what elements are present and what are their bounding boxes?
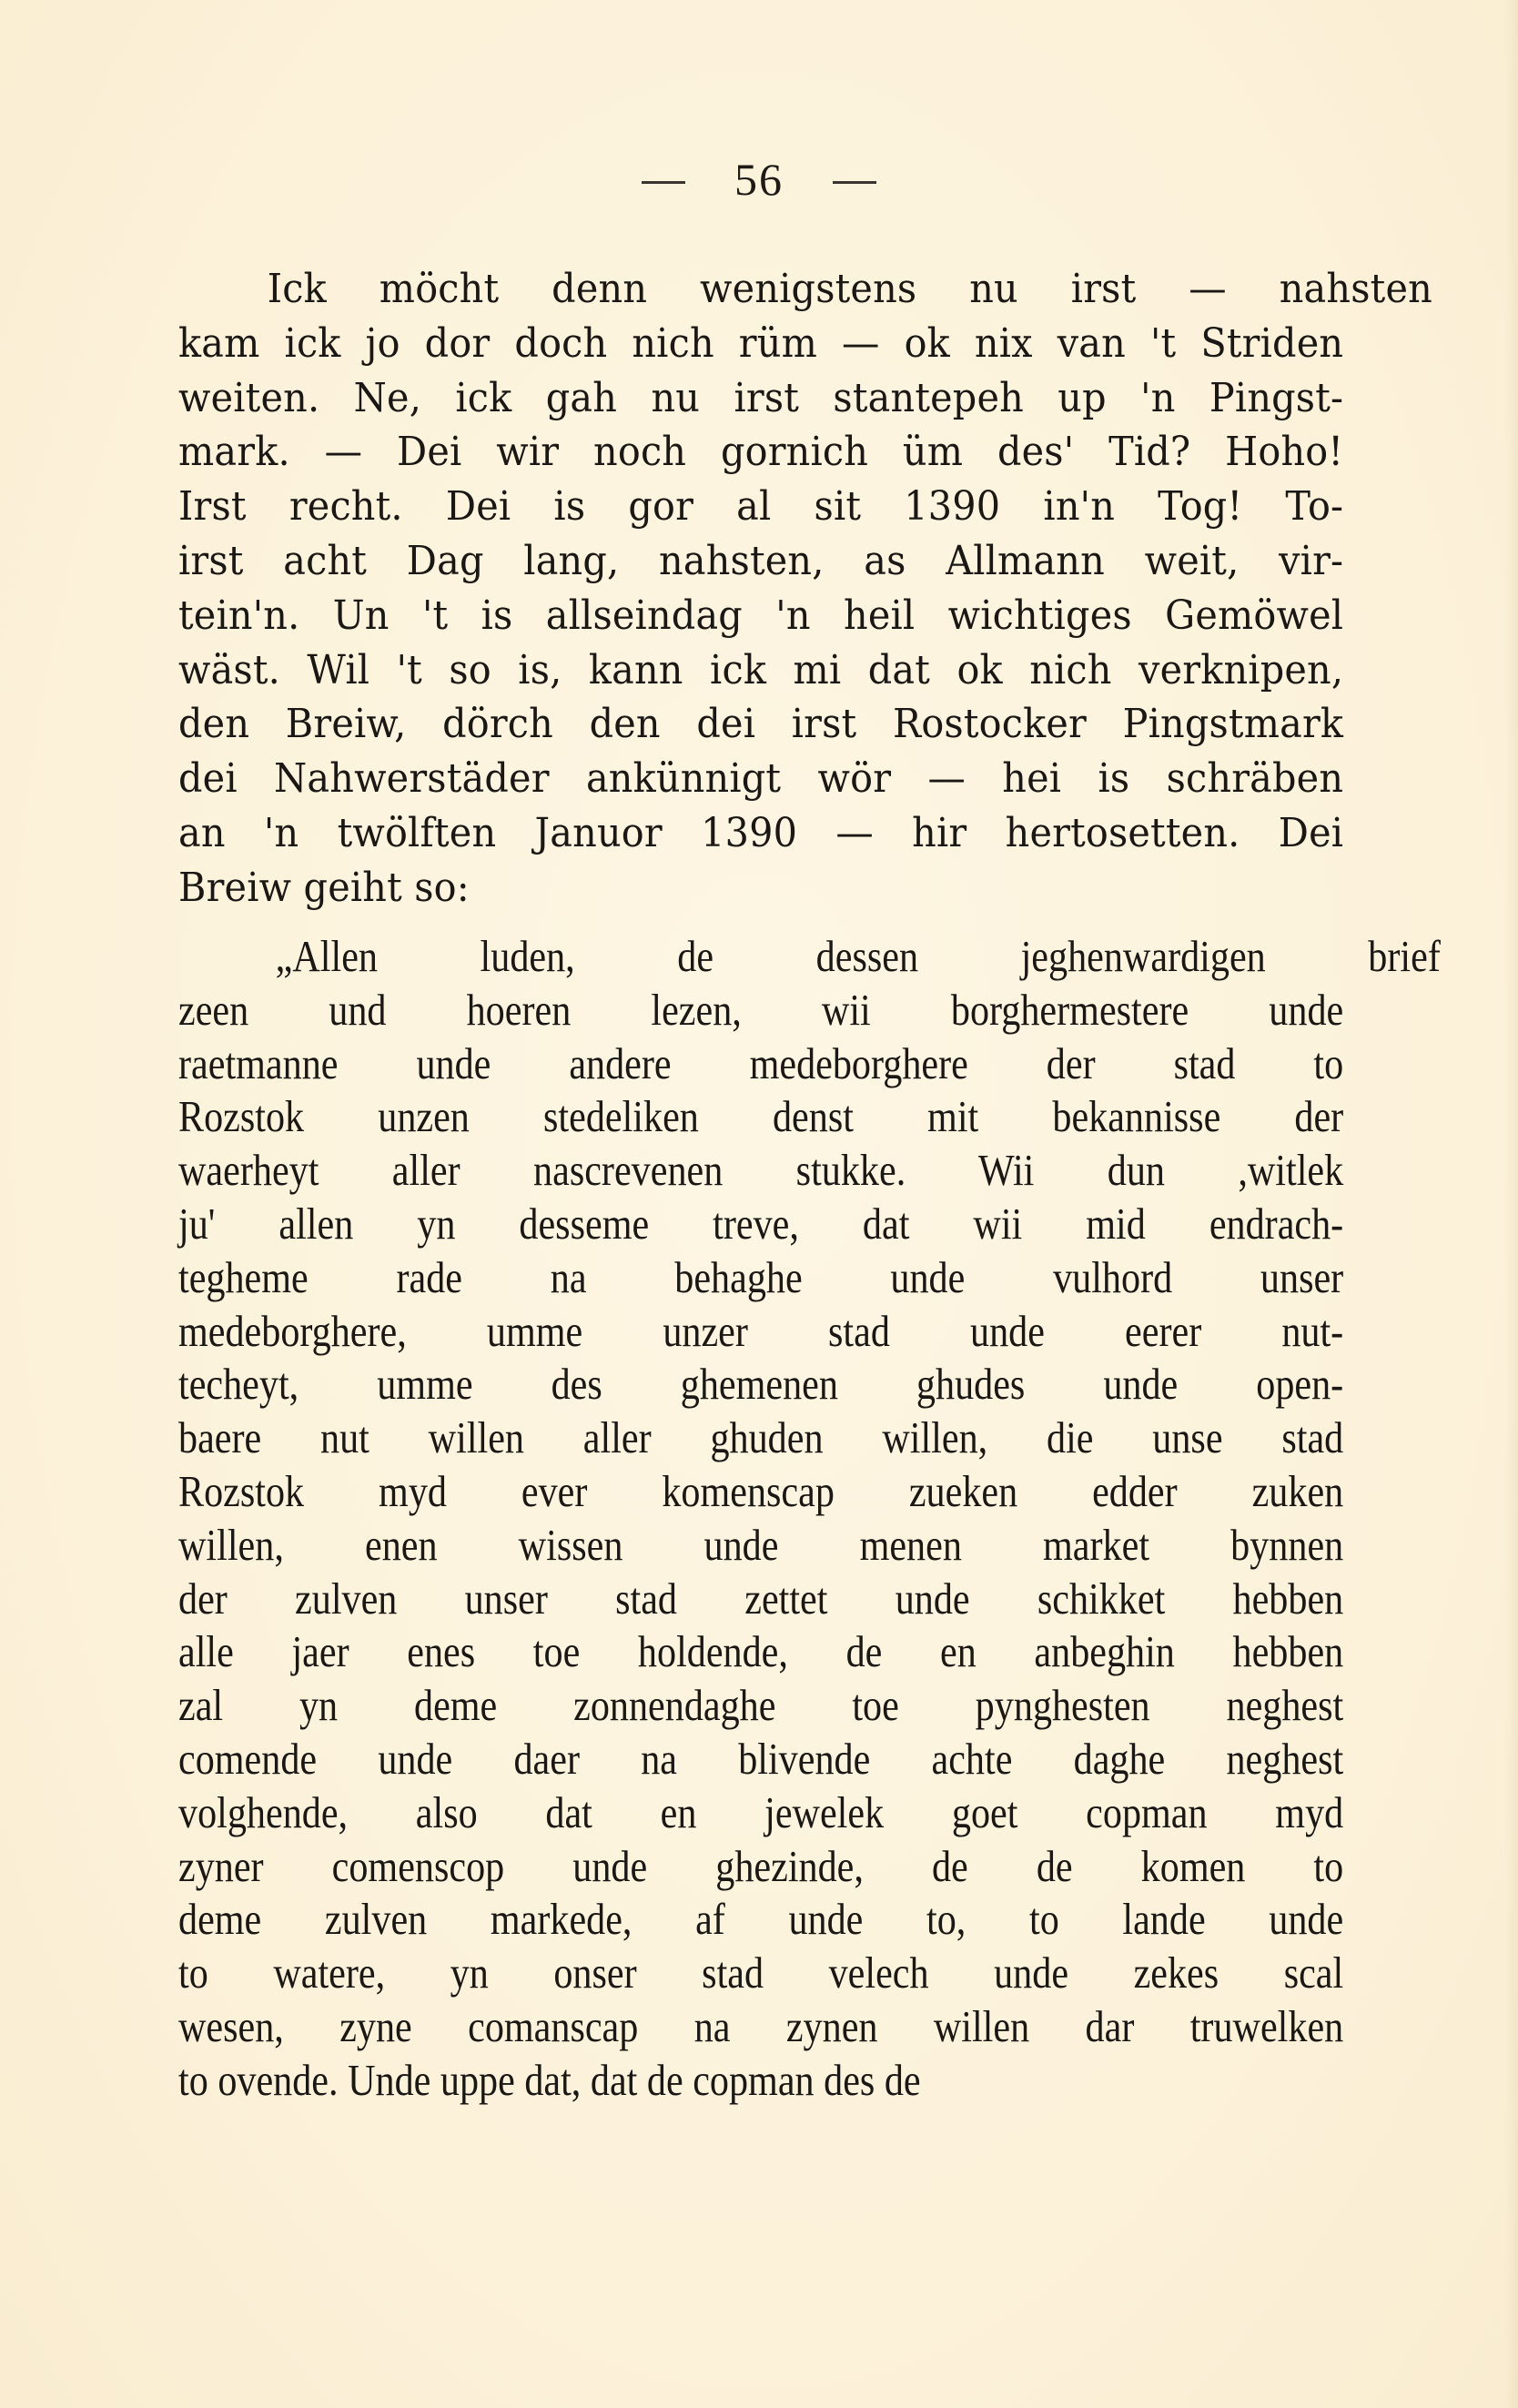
text-line: zeen und hoeren lezen, wii borghermestere unde: [178, 984, 1344, 1035]
text-line: volghende, also dat en jewelek goet copman myd: [178, 1786, 1344, 1837]
quoted-charter-paragraph: [178, 930, 1441, 2108]
text-line: medeborghere, umme unzer stad unde eerer nut-: [178, 1305, 1344, 1356]
text-line: wäst. Wil 't so is, kann ick mi dat ok nich verknipen,: [178, 646, 1344, 693]
text-line: deme zulven markede, af unde to, to lande unde: [178, 1894, 1344, 1945]
text-line: to ovende. Unde uppe dat, dat de copman des de: [178, 2054, 921, 2105]
text-line: kam ick jo dor doch nich rüm — ok nix van 't Striden: [178, 319, 1344, 367]
text-line: irst acht Dag lang, nahsten, as Allmann weit, vir-: [178, 537, 1344, 584]
text-line: baere nut willen aller ghuden willen, die unse stad: [178, 1412, 1344, 1463]
text-line: to watere, yn onser stad velech unde zekes scal: [178, 1948, 1344, 1998]
text-line: an 'n twölften Januor 1390 — hir hertosetten. Dei: [178, 809, 1344, 856]
text-line: raetmanne unde andere medeborghere der stad to: [178, 1037, 1344, 1088]
page-number-header: [0, 153, 1518, 206]
text-line: waerheyt aller nascrevenen stukke. Wii dun ,witlek: [178, 1145, 1344, 1196]
text-line: ju' allen yn desseme treve, dat wii mid endrach-: [178, 1198, 1344, 1249]
text-line: mark. — Dei wir noch gornich üm des' Tid? Hoho!: [178, 429, 1344, 476]
page-number-dash-right: [833, 181, 876, 184]
text-line: weiten. Ne, ick gah nu irst stantepeh up 'n Pingst-: [178, 374, 1344, 421]
text-line: wesen, zyne comanscap na zynen willen dar truwelken: [178, 2000, 1344, 2051]
fraktur-paragraph: [178, 262, 1432, 916]
text-line: alle jaer enes toe holdende, de en anbeghin hebben: [178, 1626, 1344, 1677]
text-line: den Breiw, dörch den dei irst Rostocker Pingstmark: [178, 701, 1344, 748]
text-line: tegheme rade na behaghe unde vulhord unser: [178, 1251, 1344, 1302]
text-line: Ick möcht denn wenigstens nu irst — nahsten: [267, 266, 1432, 312]
text-line: Irst recht. Dei is gor al sit 1390 in'n Tog! To-: [178, 483, 1344, 531]
page-number: 56: [734, 154, 784, 205]
text-line: willen, enen wissen unde menen market bynnen: [178, 1519, 1344, 1570]
text-line: der zulven unser stad zettet unde schikket hebben: [178, 1573, 1344, 1624]
text-line: zyner comenscop unde ghezinde, de de komen to: [178, 1840, 1344, 1891]
text-line: „Allen luden, de dessen jeghenwardigen brief: [275, 931, 1441, 981]
text-line: comende unde daer na blivende achte daghe neghest: [178, 1733, 1344, 1784]
text-line: Rozstok myd ever komenscap zueken edder zuken: [178, 1465, 1344, 1516]
text-line: dei Nahwerstäder ankünnigt wör — hei is schräben: [178, 755, 1344, 803]
page-edge-shadow: [1505, 0, 1518, 2408]
text-line: Rozstok unzen stedeliken denst mit bekannisse der: [178, 1091, 1344, 1142]
text-line: techeyt, umme des ghemenen ghudes unde open-: [178, 1359, 1344, 1410]
page-number-dash-left: [642, 181, 685, 184]
text-line: tein'n. Un 't is allseindag 'n heil wichtiges Gemöwel: [178, 592, 1344, 639]
text-line: Breiw geiht so:: [178, 864, 470, 911]
text-line: zal yn deme zonnendaghe toe pynghesten neghest: [178, 1680, 1344, 1731]
